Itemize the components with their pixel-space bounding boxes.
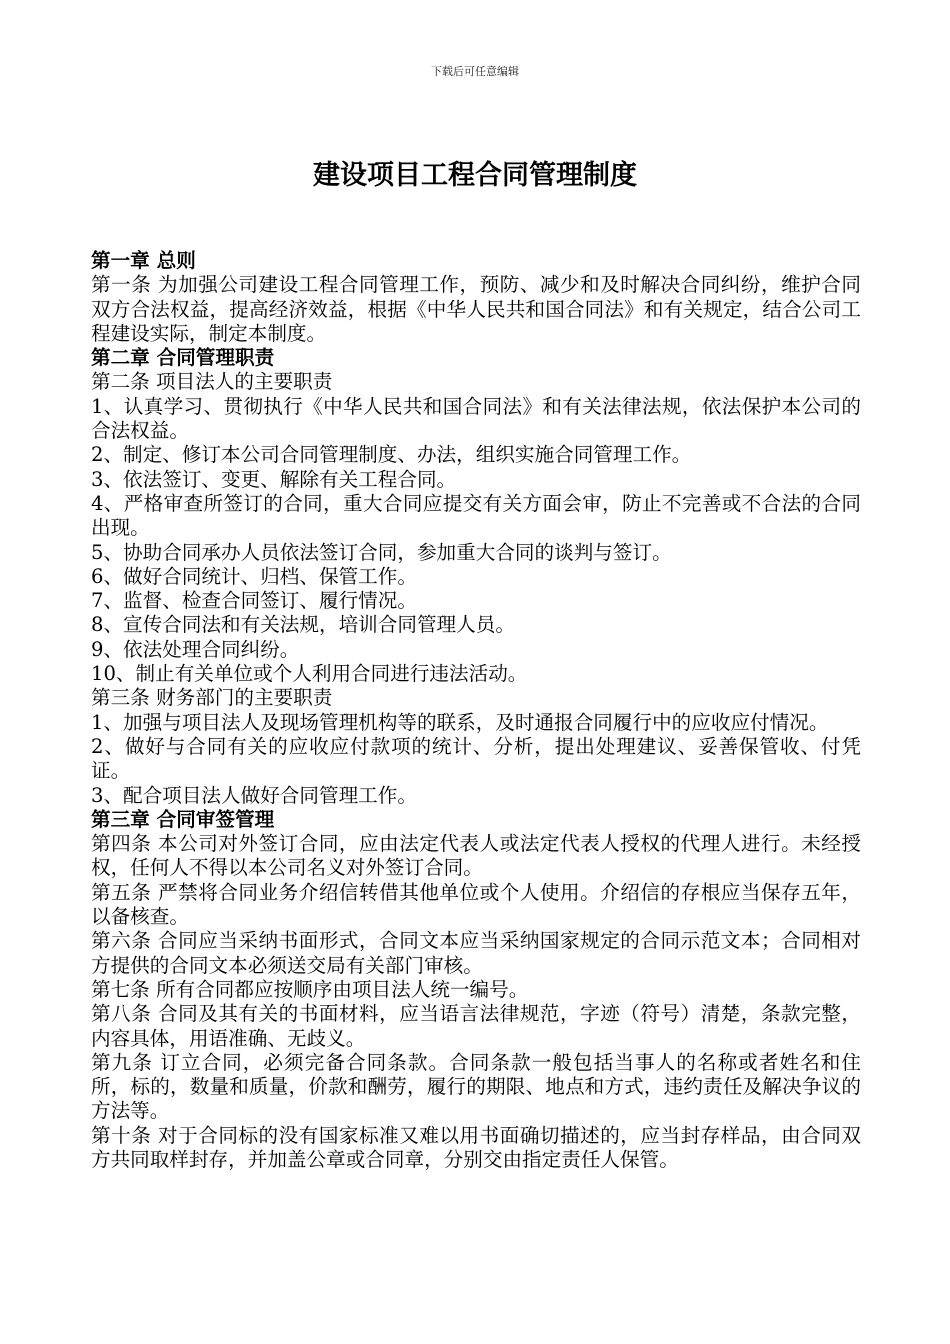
document-body: [91, 249, 861, 1172]
paragraph: 第五条 严禁将合同业务介绍信转借其他单位或个人使用。介绍信的存根应当保存五年，以备核查。: [91, 880, 861, 929]
paragraph: 1、认真学习、贯彻执行《中华人民共和国合同法》和有关法律法规，依法保护本公司的合法权益。: [91, 394, 861, 443]
paragraph: 2、做好与合同有关的应收应付款项的统计、分析，提出处理建议、妥善保管收、付凭证。: [91, 734, 861, 783]
document-title: 建设项目工程合同管理制度: [313, 160, 637, 191]
paragraph: 第九条 订立合同，必须完备合同条款。合同条款一般包括当事人的名称或者姓名和住所，标的，数量和质量，价款和酬劳，履行的期限、地点和方式，违约责任及解决争议的方法等。: [91, 1050, 861, 1123]
paragraph: 第八条 合同及其有关的书面材料，应当语言法律规范，字迹（符号）清楚，条款完整，内容具体，用语准确、无歧义。: [91, 1002, 861, 1050]
paragraph: 第四条 本公司对外签订合同，应由法定代表人或法定代表人授权的代理人进行。未经授权，任何人不得以本公司名义对外签订合同。: [91, 832, 861, 880]
paragraph: 第十条 对于合同标的没有国家标准又难以用书面确切描述的，应当封存样品，由合同双方共同取样封存，并加盖公章或合同章，分别交由指定责任人保管。: [91, 1123, 861, 1171]
paragraph: 3、配合项目法人做好合同管理工作。: [91, 783, 417, 807]
paragraph: 第一条 为加强公司建设工程合同管理工作，预防、减少和及时解决合同纠纷，维护合同双方合法权益，提高经济效益，根据《中华人民共和国合同法》和有关规定，结合公司工程建设实际，制定本制度。: [91, 273, 861, 345]
paragraph: 5、协助合同承办人员依法签订合同，参加重大合同的谈判与签订。: [91, 540, 672, 564]
chapter-heading: 第二章 合同管理职责: [91, 346, 275, 370]
chapter-heading: 第三章 合同审签管理: [91, 807, 275, 831]
paragraph: 1、加强与项目法人及现场管理机构等的联系，及时通报合同履行中的应收应付情况。: [91, 710, 829, 734]
paragraph: 第六条 合同应当采纳书面形式，合同文本应当采纳国家规定的合同示范文本；合同相对方提供的合同文本必须送交局有关部门审核。: [91, 929, 861, 977]
paragraph: 9、依法处理合同纠纷。: [91, 637, 300, 661]
paragraph: 8、宣传合同法和有关法规，培训合同管理人员。: [91, 613, 515, 637]
paragraph: 第七条 所有合同都应按顺序由项目法人统一编号。: [91, 977, 529, 1001]
paragraph: 10、制止有关单位或个人利用合同进行违法活动。: [91, 662, 528, 686]
paragraph: 7、监督、检查合同签订、履行情况。: [91, 589, 417, 613]
paragraph: 2、制定、修订本公司合同管理制度、办法，组织实施合同管理工作。: [91, 443, 692, 467]
paragraph: 第三条 财务部门的主要职责: [91, 686, 333, 710]
paragraph: 第二条 项目法人的主要职责: [91, 370, 333, 394]
paragraph: 3、依法签订、变更、解除有关工程合同。: [91, 467, 457, 491]
paragraph: 6、做好合同统计、归档、保管工作。: [91, 564, 417, 588]
header-note: 下载后可任意编辑: [431, 65, 519, 78]
paragraph: 4、严格审查所签订的合同，重大合同应提交有关方面会审，防止不完善或不合法的合同出现。: [91, 491, 861, 540]
chapter-heading: 第一章 总则: [91, 249, 196, 272]
